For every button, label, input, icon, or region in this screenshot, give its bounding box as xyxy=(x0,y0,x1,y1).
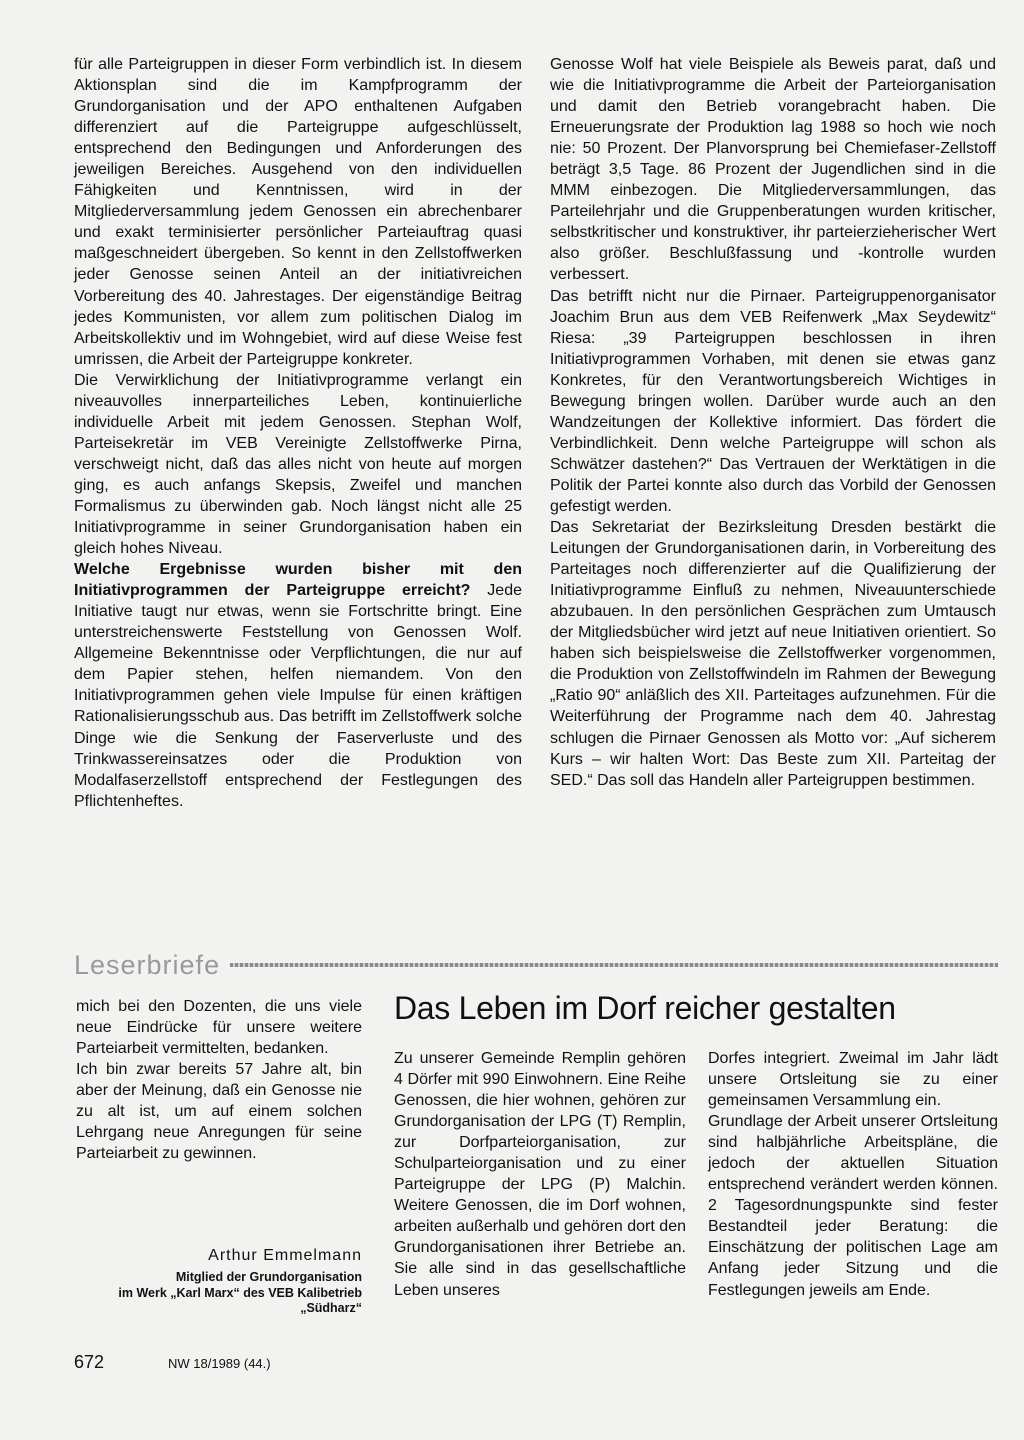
paragraph: Die Verwirklichung der Initiativprogramme verlangt ein niveauvolles innerparteiliches Leben, kontinuierliche individuelle Arbeit mit jedem Genossen. Stephan Wolf, Parteisekretär im VEB Vereinigte Zellstoffwerke Pirna, verschweigt nicht, daß das alles nicht von heute auf morgen ging, es auch anfangs Skepsis, Zweifel und manchen Formalismus zu überwinden gab. Noch längst nicht alle 25 Initiativprogramme in seiner Grundorganisation haben ein gleich hohes Niveau. xyxy=(74,371,522,558)
signature-line: „Südharz“ xyxy=(300,1301,362,1315)
paragraph: Das betrifft nicht nur die Pirnaer. Parteigruppenorganisator Joachim Brun aus dem VEB Reifenwerk „Max Seydewitz“ Riesa: „39 Parteigruppen beschlossen in ihren Initiativprogrammen Vorhaben, mit denen sie etwas ganz Konkretes, für den Verantwortungsbereich Wichtiges in Bewegung bringen wollen. Darüber wurde auch an den Wandzeitungen der Kollektive informiert. Das fördert die Verbindlichkeit. Denn welche Parteigruppe will schon als Schwätzer dastehen?“ Das Vertrauen der Werktätigen in die Politik der Partei konnte also durch das Vorbild der Genossen gefestigt werden. xyxy=(550,287,996,515)
letter-column xyxy=(76,996,362,1164)
paragraph: Grundlage der Arbeit unserer Ortsleitung sind halbjährliche Arbeitspläne, die jedoch der aktuellen Situation entsprechend verändert werden können. 2 Tagesordnungspunkte sind fester Bestandteil jeder Beratung: die Einschätzung der politischen Lage am Anfang jeder Sitzung und die Festlegungen jeweils am Ende. xyxy=(708,1113,998,1299)
paragraph: für alle Parteigruppen in dieser Form verbindlich ist. In diesem Aktionsplan sind die im Kampfprogramm der Grundorganisation und der APO enthaltenen Aufgaben differenziert auf die Parteigruppe aufgeschlüsselt, entsprechend den Bedingungen und Anforderungen des jeweiligen Bereiches. Ausgehend von den individuellen Fähigkeiten und Kenntnissen, wird in der Mitgliederversammlung jedem Genossen ein abrechenbarer und exakt terminisierter persönlicher Parteiauftrag quasi maßgeschneidert übergeben. So kennt in den Zellstoffwerken jeder Genosse seinen Anteil an der initiativreichen Vorbereitung des 40. Jahrestages. Der eigenständige Beitrag jedes Kommunisten, vor allem zum politischen Dialog im Arbeitskollektiv und im Wohngebiet, wird auf diese Weise fest umrissen, die Arbeit der Parteigruppe konkreter. xyxy=(74,56,522,368)
issue-reference: NW 18/1989 (44.) xyxy=(168,1356,271,1371)
paragraph: Zu unserer Gemeinde Remplin gehören 4 Dörfer mit 990 Einwohnern. Eine Reihe Genossen, die hier wohnen, gehören zur Grundorganisation der LPG (T) Remplin, zur Dorfparteiorganisation, zur Schulparteiorganisation und zu einer Parteigruppe der LPG (P) Malchin. Weitere Genossen, die im Dorf wohnen, arbeiten außerhalb und gehören dort den Grundorganisationen ihrer Betriebe an. Sie alle sind in das gesellschaftliche Leben unseres xyxy=(394,1050,686,1299)
paragraph: Dorfes integriert. Zweimal im Jahr lädt unsere Ortsleitung sie zu einer gemeinsamen Versammlung ein. xyxy=(708,1050,998,1110)
paragraph: Das Sekretariat der Bezirksleitung Dresden bestärkt die Leitungen der Grundorganisationen darin, in Vorbereitung des Parteitages noch differenzierter auf die Qualifizierung der Initiativprogramme Einfluß zu nehmen, Niveauunterschiede abzubauen. In den persönlichen Gesprächen zum Umtausch der Mitgliedsbücher wird jetzt auf neue Initiativen orientiert. So haben sich beispielsweise die Zellstoffwerker vorgenommen, die Produktion von Zellstoffwindeln im Rahmen der Bewegung „Ratio 90“ anläßlich des XII. Parteitages aufzunehmen. Für die Weiterführung der Programme nach dem 40. Jahrestag schlugen die Pirnaer Genossen als Motto vor: „Auf sicherem Kurs – wir halten Wort: Das Beste zum XII. Parteitag der SED.“ Das soll das Handeln aller Parteigruppen bestimmen. xyxy=(550,519,996,789)
signature-name: Arthur Emmelmann xyxy=(208,1247,362,1264)
paragraph: Ich bin zwar bereits 57 Jahre alt, bin aber der Meinung, daß ein Genosse nie zu alt ist, um auf einem solchen Lehrgang neue Anregungen für seine Parteiarbeit zu gewinnen. xyxy=(76,1061,362,1163)
signature-line: Mitglied der Grundorganisation xyxy=(175,1270,362,1284)
article-column-right xyxy=(550,54,996,791)
paragraph: mich bei den Dozenten, die uns viele neue Eindrücke für unsere weitere Parteiarbeit vermittelten, bedanken. xyxy=(76,998,362,1058)
paragraph-text: Jede Initiative taugt nur etwas, wenn sie Fortschritte bringt. Eine unterstreichenswerte Feststellung von Genossen Wolf. Allgemeine Bekenntnisse oder Verpflichtungen, die nur auf dem Papier stehen, helfen niemandem. Von den Initiativprogrammen gehen viele Impulse für einen kräftigen Rationalisierungsschub aus. Das betrifft im Zellstoffwerk solche Dinge wie die Senkung der Faserverluste und des Trinkwassereinsatzes oder die Produktion von Modalfaserzellstoff entsprechend der Festlegungen des Pflichtenheftes. xyxy=(74,582,522,810)
section-title: Leserbriefe xyxy=(74,950,221,980)
article-column-right-lower xyxy=(708,1048,998,1301)
article-column-left-lower xyxy=(394,1048,686,1301)
article-headline: Das Leben im Dorf reicher gestalten xyxy=(394,990,896,1026)
paragraph xyxy=(74,559,522,812)
signature-line: im Werk „Karl Marx“ des VEB Kalibetrieb xyxy=(118,1285,362,1300)
section-header xyxy=(74,950,998,980)
article-column-left xyxy=(74,54,522,812)
question-lead: Welche Ergebnisse wurden bisher mit den Initiativprogrammen der Parteigruppe erreicht? xyxy=(74,561,522,600)
signature-affiliation xyxy=(76,1270,362,1317)
page-number: 672 xyxy=(74,1352,105,1372)
paragraph: Genosse Wolf hat viele Beispiele als Beweis parat, daß und wie die Initiativprogramme die Arbeit der Parteiorganisation und damit den Betrieb vorangebracht haben. Die Erneuerungsrate der Produktion lag 1988 so hoch wie noch nie: 50 Prozent. Der Planvorsprung bei Chemiefaser-Zellstoff beträgt 3,5 Tage. 86 Prozent der Jugendlichen sind in die MMM einbezogen. Die Mitgliederversammlungen, das Parteilehrjahr und die Gruppenberatungen wurden kritischer, selbstkritischer und konstruktiver, ihr parteierzieherischer Wert also größer. Beschlußfassung und -kontrolle wurden verbessert. xyxy=(550,56,996,284)
section-rule xyxy=(230,963,998,967)
